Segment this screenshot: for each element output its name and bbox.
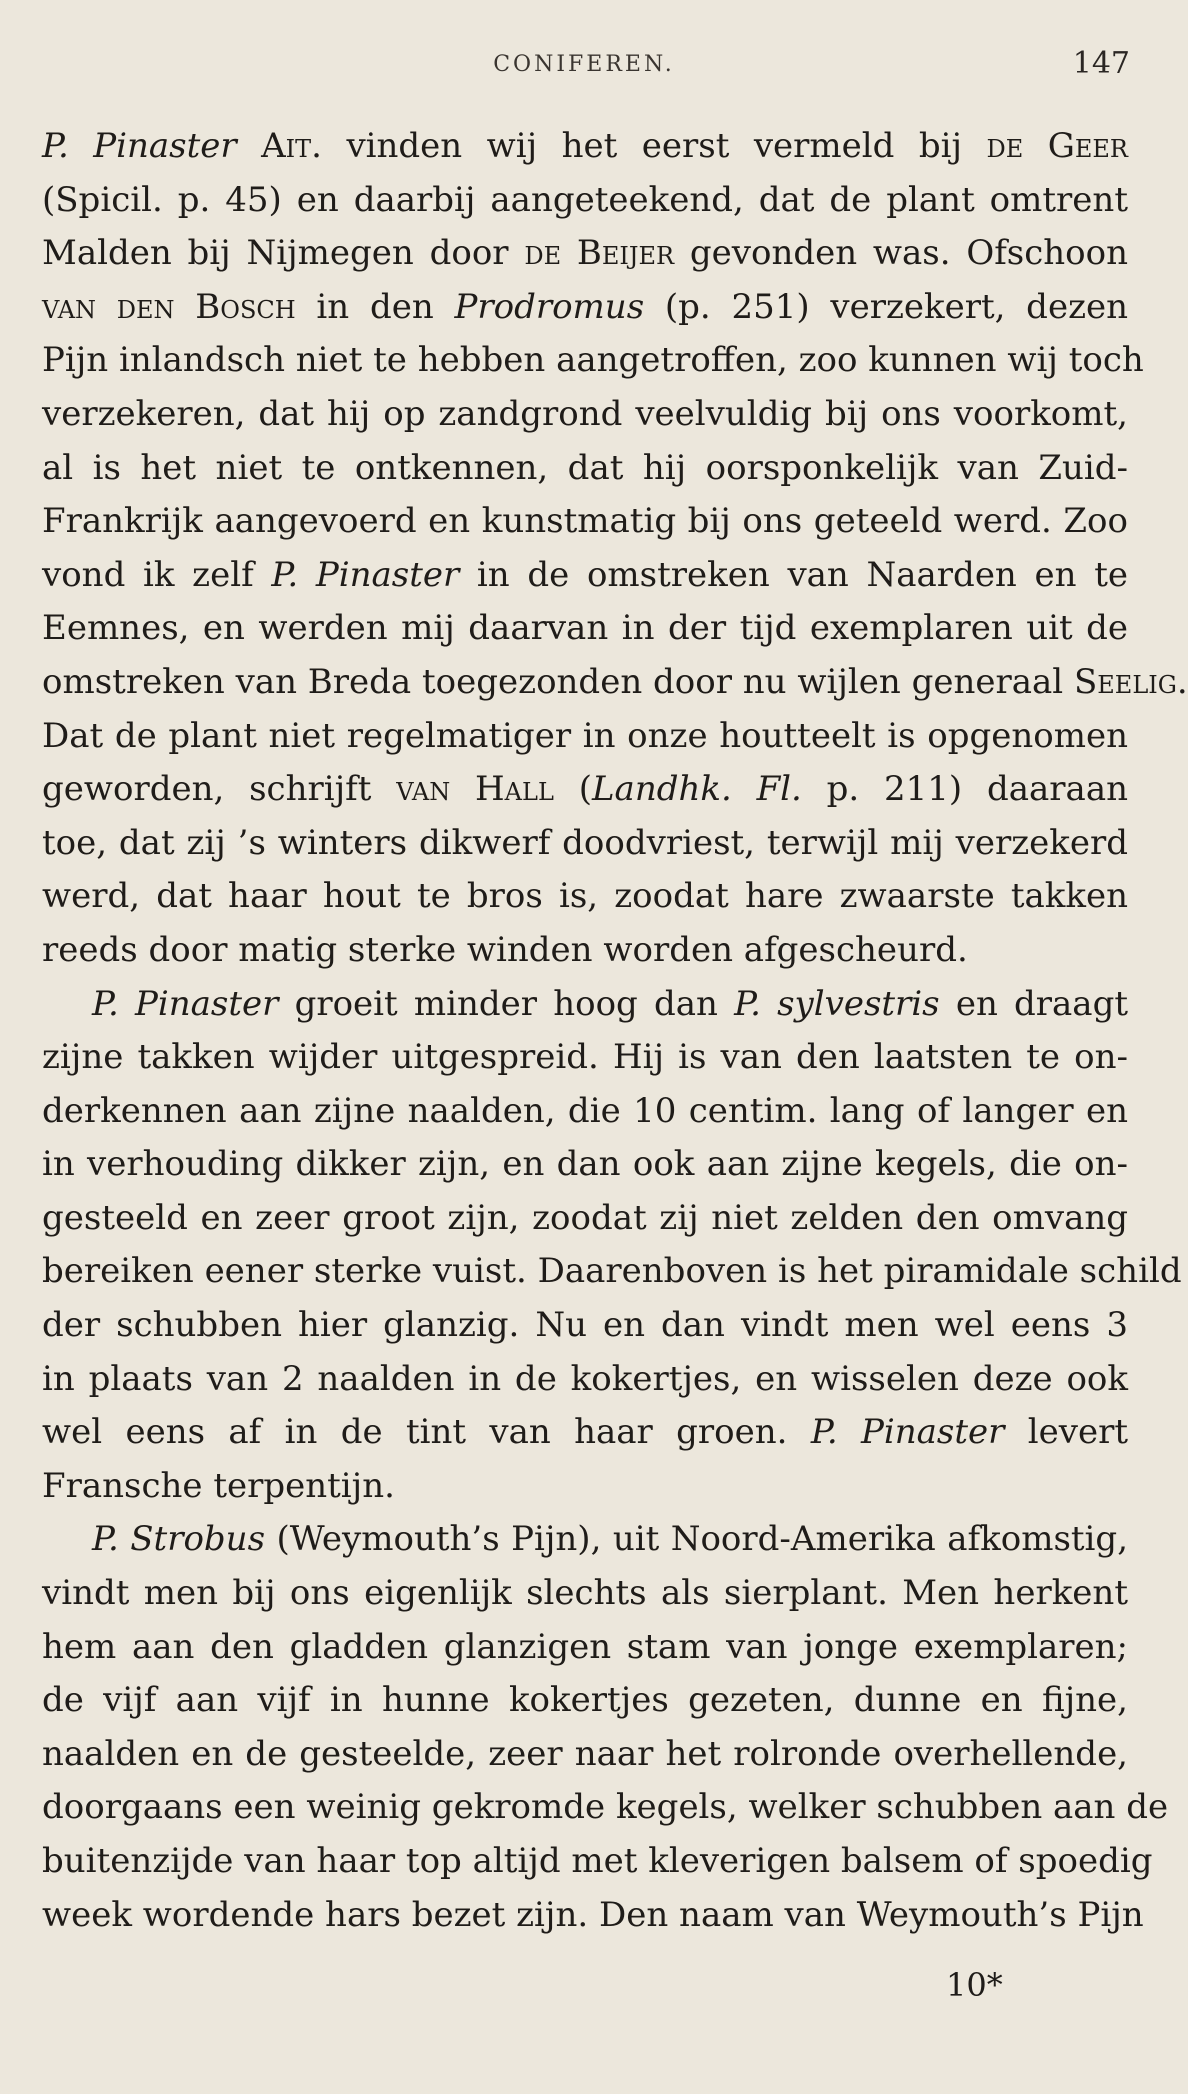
running-head-title: CONIFEREN. [493,52,675,77]
text-line [42,1138,1128,1192]
running-head [0,46,1168,86]
signature-mark: 10* [946,1966,1003,2004]
text-run: (p. 251) verzekert, dezen [644,286,1129,327]
text-run: in den [295,286,455,327]
text-line [42,442,1128,496]
text-run: vond ik zelf [42,554,272,595]
text-line [42,1835,1153,1889]
text-line [42,549,1128,603]
text-line [42,1567,1128,1621]
text-run: in de omstreken van Naarden en te [459,554,1128,595]
italic-run: P. Pinaster [92,983,279,1024]
text-line [42,1406,1128,1460]
text-run: gesteeld en zeer groot zijn, zoodat zij niet zelden den omvang [42,1197,1128,1238]
small-caps-run: de Geer [986,126,1128,166]
italic-run: P. Pinaster [42,126,237,166]
text-line [42,1353,1128,1407]
text-line [42,1299,1128,1353]
text-line [42,174,1128,228]
text-run: reeds door matig sterke winden worden afgescheurd. [42,929,968,970]
text-line [42,1889,1144,1943]
small-caps-run: de Beijer [524,233,675,274]
italic-run: Prodromus [454,286,645,327]
text-run: Fransche terpentijn. [42,1465,395,1506]
text-run: buitenzijde van haar top altijd met kleverigen balsem of spoedig [42,1841,1153,1881]
small-caps-run: van den Bosch [42,286,296,327]
text-line [42,602,1128,656]
text-line [42,495,1128,549]
text-run: al is het niet te ontkennen, dat hij oorsponkelijk van Zuid- [42,447,1128,488]
text-run: zijne takken wijder uitgespreid. Hij is van den laatsten te on- [42,1037,1128,1078]
text-run: verzekeren, dat hij op zandgrond veelvuldig bij ons voorkomt, [42,393,1128,434]
text-line [42,1192,1128,1246]
text-line [42,120,1128,174]
text-run: in verhouding dikker zijn, en dan ook aan zijne kegels, die on- [42,1144,1128,1185]
text-run: toe, dat zij ’s winters dikwerf doodvriest, terwijl mij verzekerd [42,822,1128,863]
text-line [42,978,1128,1032]
text-run: ( [553,769,592,810]
text-line [42,1031,1128,1085]
text-line [42,1245,1182,1299]
text-run: omstreken van Breda toegezonden door nu wijlen generaal [42,661,1074,702]
text-line [42,1781,1169,1835]
text-line [42,1085,1128,1139]
text-line [42,817,1128,871]
text-run: Dat de plant niet regelmatiger in onze houtteelt is opgenomen [42,715,1128,756]
text-run: bereiken eener sterke vuist. Daarenboven is het piramidale schild [42,1251,1182,1292]
body-text [42,120,1188,1942]
text-line [42,1621,1128,1675]
text-run: Pijn inlandsch niet te hebben aangetroffen, zoo kunnen wij toch [42,340,1144,381]
text-line [42,334,1144,388]
text-run: in plaats van 2 naalden in de kokertjes, en wisselen deze ook [42,1358,1128,1399]
italic-run: P. sylvestris [734,983,940,1024]
text-run: geworden, schrijft [42,769,397,810]
text-line [42,281,1128,335]
text-run: doorgaans een weinig gekromde kegels, welker schubben aan de [42,1787,1169,1828]
italic-run: P. Strobus [92,1519,266,1560]
text-run: week wordende hars bezet zijn. Den naam van Weymouth’s Pijn [42,1894,1144,1935]
text-run: levert [1004,1412,1128,1453]
text-run: hem aan den gladden glanzigen stam van jonge exemplaren; [42,1626,1128,1667]
small-caps-run: Ait. [261,126,322,166]
page-number: 147 [1072,46,1130,81]
italic-run: P. Pinaster [271,554,460,595]
text-run: groeit minder hoog dan [278,983,735,1024]
text-line [42,388,1128,442]
text-line [42,710,1128,764]
text-run: wel eens af in de tint van haar groen. [42,1412,811,1453]
text-run: vindt men bij ons eigenlijk slechts als sierplant. Men herkent [42,1573,1128,1614]
text-run: Eemnes, en werden mij daarvan in der tijd exemplaren uit de [42,608,1128,649]
text-line [42,656,1188,710]
text-run: Frankrijk aangevoerd en kunstmatig bij ons geteeld werd. Zoo [42,501,1128,542]
text-line [42,870,1128,924]
text-run: p. 211) daaraan [801,769,1128,810]
text-run: vinden wij het eerst vermeld bij [321,126,987,166]
small-caps-run: van Hall [396,769,554,810]
text-line [42,924,1128,978]
text-run: derkennen aan zijne naalden, die 10 centim. lang of langer en [42,1090,1128,1131]
text-line [42,1513,1128,1567]
text-line [42,1674,1128,1728]
text-run: de vijf aan vijf in hunne kokertjes gezeten, dunne en fijne, [42,1680,1128,1721]
text-run: werd, dat haar hout te bros is, zoodat hare zwaarste takken [42,876,1128,917]
text-line [42,1728,1128,1782]
text-run: der schubben hier glanzig. Nu en dan vindt men wel eens 3 [42,1305,1128,1346]
italic-run: Landhk. Fl. [591,769,802,810]
text-run: Malden bij Nijmegen door [42,233,525,274]
text-run [237,126,261,166]
text-line [42,1460,1128,1514]
text-run: (Weymouth’s Pijn), uit Noord-Amerika afkomstig, [265,1519,1128,1560]
text-line [42,227,1128,281]
text-run: gevonden was. Ofschoon [674,233,1129,274]
italic-run: P. Pinaster [810,1412,1005,1453]
small-caps-run: Seelig. [1074,661,1188,702]
text-run: naalden en de gesteelde, zeer naar het rolronde overhellende, [42,1733,1128,1774]
text-run: en draagt [939,983,1129,1024]
text-line [42,763,1128,817]
text-run: (Spicil. p. 45) en daarbij aangeteekend, dat de plant omtrent [42,179,1128,220]
